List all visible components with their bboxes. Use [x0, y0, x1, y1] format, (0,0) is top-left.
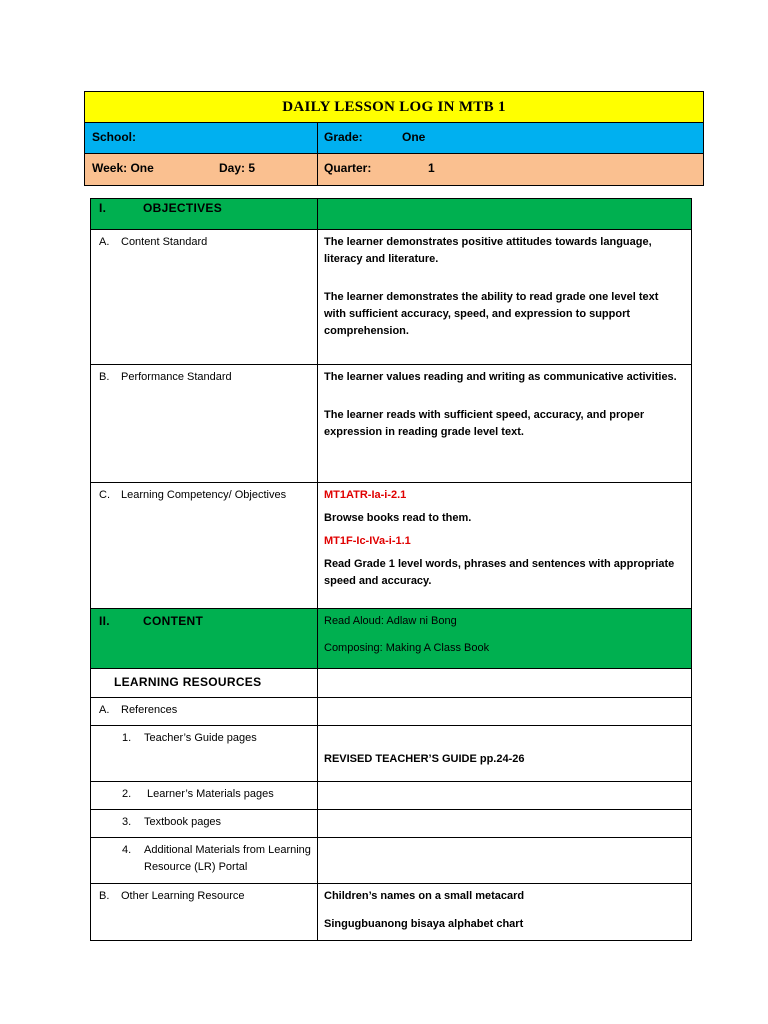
objectives-section-row [91, 199, 691, 230]
reference-item-number: 3. [122, 816, 132, 828]
document-title: DAILY LESSON LOG IN MTB 1 [85, 92, 703, 123]
week-quarter-row [85, 154, 703, 185]
performance-standard-row [91, 365, 691, 483]
reference-item-label: Learner’s Materials pages [147, 788, 274, 800]
competency-code-2: MT1F-Ic-IVa-i-1.1 [324, 535, 411, 547]
quarter-cell [318, 154, 703, 185]
performance-standard-text-1: The learner values reading and writing as communicative activities. [324, 371, 677, 383]
learning-resources-title: LEARNING RESOURCES [114, 675, 262, 689]
other-resource-row [91, 884, 691, 940]
reference-item-row [91, 838, 691, 884]
objectives-number: I. [99, 201, 107, 215]
competency-text-1: Browse books read to them. [324, 512, 472, 524]
content-standard-text-1: The learner demonstrates positive attitudes towards language, literacy and literature. [324, 236, 652, 265]
content-line-1: Read Aloud: Adlaw ni Bong [324, 615, 457, 627]
week-label: Week: One [92, 161, 154, 175]
week-day-cell [85, 154, 318, 185]
objectives-title: OBJECTIVES [143, 201, 223, 215]
content-standard-marker: A. [99, 236, 110, 248]
content-standard-label: Content Standard [121, 236, 208, 248]
competency-label: Learning Competency/ Objectives [121, 489, 287, 501]
reference-item-row [91, 810, 691, 838]
content-title: CONTENT [143, 614, 204, 628]
reference-item-number: 1. [122, 732, 132, 744]
school-label: School: [92, 130, 136, 144]
competency-text-2: Read Grade 1 level words, phrases and sentences with appropriate speed and accuracy. [324, 558, 675, 587]
other-resource-label: Other Learning Resource [121, 890, 245, 902]
reference-item-number: 4. [122, 844, 132, 856]
references-label: References [121, 704, 178, 716]
day-label: Day: 5 [219, 161, 256, 175]
content-standard-text-2: The learner demonstrates the ability to read grade one level text with sufficient accuracy, speed, and expression to support comprehension. [324, 291, 659, 337]
competency-marker: C. [99, 489, 110, 501]
reference-item-row [91, 726, 691, 782]
other-resource-line-2: Singugbuanong bisaya alphabet chart [324, 918, 524, 930]
grade-label: Grade: [324, 130, 363, 144]
content-line-2: Composing: Making A Class Book [324, 642, 490, 654]
references-row [91, 698, 691, 726]
performance-standard-label: Performance Standard [121, 371, 232, 383]
other-resource-line-1: Children’s names on a small metacard [324, 890, 525, 902]
performance-standard-marker: B. [99, 371, 110, 383]
content-standard-row [91, 230, 691, 365]
school-cell [85, 123, 318, 153]
competency-row [91, 483, 691, 609]
quarter-label: Quarter: [324, 161, 372, 175]
performance-standard-text-2: The learner reads with sufficient speed, accuracy, and proper expression in reading grade level text. [324, 409, 645, 438]
other-resource-marker: B. [99, 890, 110, 902]
school-grade-row [85, 123, 703, 154]
reference-item-row [91, 782, 691, 810]
references-marker: A. [99, 704, 110, 716]
content-number: II. [99, 614, 110, 628]
header-table [84, 91, 704, 186]
reference-item-label: Additional Materials from Learning Resource (LR) Portal [144, 844, 311, 873]
reference-item-label: Teacher’s Guide pages [144, 732, 257, 744]
content-section-row [91, 609, 691, 669]
grade-cell [318, 123, 703, 153]
quarter-value: 1 [428, 161, 435, 175]
reference-item-value: REVISED TEACHER’S GUIDE pp.24-26 [324, 753, 525, 765]
competency-code-1: MT1ATR-Ia-i-2.1 [324, 489, 407, 501]
grade-value: One [402, 130, 426, 144]
reference-item-number: 2. [122, 788, 132, 800]
learning-resources-row [91, 669, 691, 698]
lesson-table [90, 198, 692, 941]
reference-item-label: Textbook pages [144, 816, 222, 828]
